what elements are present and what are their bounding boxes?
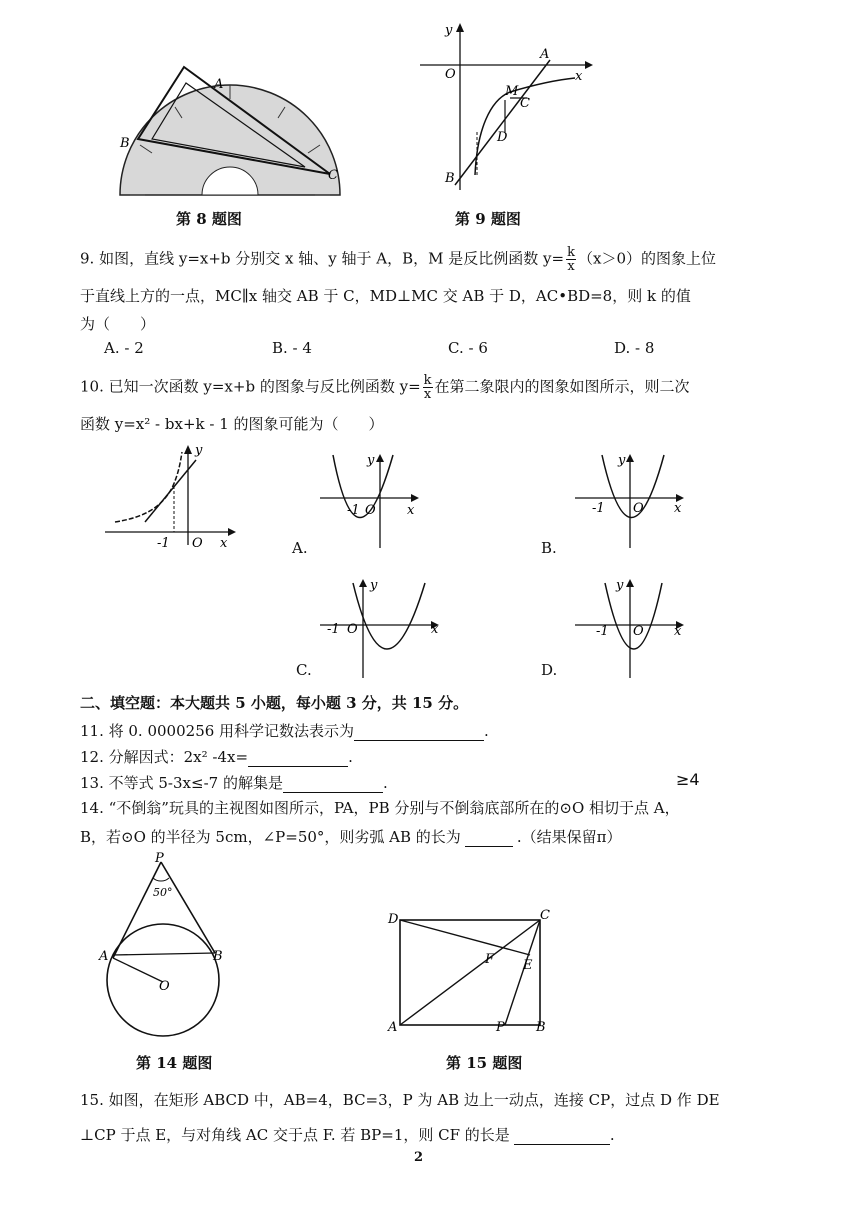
q15-answer-blank[interactable] [514, 1124, 610, 1145]
q10-option-a-graph [315, 450, 425, 550]
fig15-label-e: E [523, 958, 533, 973]
q10-option-a-letter: A. [292, 539, 308, 557]
q15-line2 [80, 1124, 615, 1145]
q12-answer-blank[interactable] [248, 746, 348, 767]
fig14-label-o: O [159, 979, 170, 994]
q10-main-m1: -1 [157, 536, 170, 550]
q13-answer-blank[interactable] [283, 772, 383, 793]
q10-fraction [423, 374, 433, 401]
q12-end: . [348, 748, 353, 766]
q10-d-x: x [674, 624, 682, 639]
q10-d-y: y [616, 578, 624, 593]
q10-b-m1: -1 [592, 501, 605, 516]
q10-b-y: y [618, 453, 626, 468]
fig15-label-p: P [496, 1020, 505, 1035]
handwritten-note: ≥4 [676, 770, 700, 789]
fig9-label-c: C [520, 96, 530, 111]
q13-end: . [382, 774, 388, 792]
q10-a-m1: -1 [347, 503, 360, 518]
q10-frac-num: k [423, 373, 432, 388]
fig9-label-y: y [445, 23, 453, 38]
q9-frac-num: k [567, 245, 575, 260]
q10-option-d-letter: D. [541, 661, 558, 679]
q12-text: 12. 分解因式：2x² -4x= [80, 748, 249, 766]
q11-text: 11. 将 0. 0000256 用科学记数法表示为 [80, 722, 355, 740]
q11-answer-blank[interactable] [354, 720, 484, 741]
page-number: 2 [414, 1150, 424, 1165]
fig15-label-f: F [485, 952, 495, 967]
q9-option-b: B. - 4 [272, 339, 312, 357]
q9-line3: 为（ ） [80, 315, 156, 333]
q15-end: . [609, 1126, 615, 1144]
caption-fig15: 第 15 题图 [446, 1054, 523, 1072]
q10-line2: 函数 y=x² - bx+k - 1 的图象可能为（ ） [80, 415, 384, 433]
fig8-label-c: C [328, 168, 338, 183]
q9-line1 [80, 246, 716, 273]
figure-14 [95, 850, 235, 1050]
fig15-label-b: B [536, 1020, 546, 1035]
figure-15 [380, 905, 560, 1035]
fig14-label-angle: 50° [153, 886, 173, 899]
q10-main-y: y [195, 443, 203, 458]
fig14-label-a: A [99, 949, 109, 964]
q10-a-y: y [367, 453, 375, 468]
q13 [80, 772, 388, 793]
q10-option-b-letter: B. [541, 539, 557, 557]
q10-line1-end: 在第二象限内的图象如图所示，则二次 [434, 377, 690, 396]
q10-option-d-graph [570, 575, 690, 680]
q9-option-c: C. - 6 [448, 339, 488, 357]
fig8-label-a: A [214, 77, 224, 92]
q14-line1: 14. “不倒翁”玩具的主视图如图所示，PA，PB 分别与不倒翁底部所在的⊙O 相切于点 A， [80, 799, 680, 817]
section-fill-in-blank-title: 二、填空题：本大题共 5 小题，每小题 3 分，共 15 分。 [80, 694, 469, 712]
caption-fig8: 第 8 题图 [176, 210, 242, 228]
q10-c-y: y [370, 578, 378, 593]
q9-line2: 于直线上方的一点，MC∥x 轴交 AB 于 C，MD⊥MC 交 AB 于 D，AC•BD=8，则 k 的值 [80, 287, 691, 305]
fig15-label-d: D [388, 912, 399, 927]
fig14-label-b: B [213, 949, 223, 964]
figure-9 [415, 20, 595, 195]
q11-end: . [484, 722, 489, 740]
fig14-label-p: P [155, 851, 164, 866]
q14-line2-start: B，若⊙O 的半径为 5cm，∠P=50°，则劣弧 AB 的长为 [80, 828, 461, 846]
q10-c-x: x [431, 622, 439, 637]
q9-option-a: A. - 2 [104, 339, 144, 357]
q10-d-m1: -1 [596, 624, 609, 639]
q9-fraction [566, 246, 576, 273]
fig9-label-d: D [497, 130, 508, 145]
q10-a-x: x [407, 503, 415, 518]
caption-fig14: 第 14 题图 [136, 1054, 213, 1072]
q12 [80, 746, 353, 767]
q10-a-o: O [365, 503, 376, 518]
fig9-label-b: B [445, 171, 455, 186]
q9-option-d: D. - 8 [614, 339, 655, 357]
q10-c-o: O [347, 622, 358, 637]
fig9-label-a: A [540, 47, 550, 62]
q10-main-o: O [192, 536, 203, 550]
figure-8 [110, 55, 350, 205]
q10-line1 [80, 374, 690, 401]
fig15-label-a: A [388, 1020, 398, 1035]
q15-line1: 15. 如图，在矩形 ABCD 中，AB=4，BC=3，P 为 AB 边上一动点，连接 CP，过点 D 作 DE [80, 1091, 720, 1109]
q10-main-x: x [220, 536, 228, 550]
fig9-label-m: M [505, 84, 519, 99]
q9-frac-den: x [567, 259, 575, 274]
q14-line2-end: .（结果保留π） [516, 828, 622, 846]
q10-line1-start: 10. 已知一次函数 y=x+b 的图象与反比例函数 y= [80, 377, 421, 396]
q10-frac-den: x [423, 387, 432, 402]
q13-text: 13. 不等式 5-3x≤-7 的解集是 [80, 774, 283, 792]
q10-c-m1: -1 [327, 622, 340, 637]
q15-line2-text: ⊥CP 于点 E，与对角线 AC 交于点 F. 若 BP=1，则 CF 的长是 [80, 1126, 510, 1144]
q10-option-c-graph [315, 575, 445, 680]
fig15-label-c: C [540, 908, 550, 923]
q10-main-figure [100, 440, 240, 550]
q9-line1-end: （x＞0）的图象上位 [577, 249, 716, 268]
q10-b-x: x [674, 501, 682, 516]
q10-d-o: O [633, 624, 644, 639]
q10-b-o: O [633, 501, 644, 516]
q11 [80, 720, 489, 741]
q14-line2 [80, 826, 621, 847]
fig9-label-o: O [445, 67, 456, 82]
q9-line1-start: 9. 如图，直线 y=x+b 分别交 x 轴、y 轴于 A，B，M 是反比例函数 y= [80, 249, 565, 268]
q10-option-b-graph [570, 450, 690, 550]
q14-answer-blank[interactable] [465, 826, 513, 847]
caption-fig9: 第 9 题图 [455, 210, 521, 228]
fig9-label-x: x [575, 69, 583, 84]
fig8-label-b: B [120, 136, 130, 151]
q10-option-c-letter: C. [296, 661, 312, 679]
